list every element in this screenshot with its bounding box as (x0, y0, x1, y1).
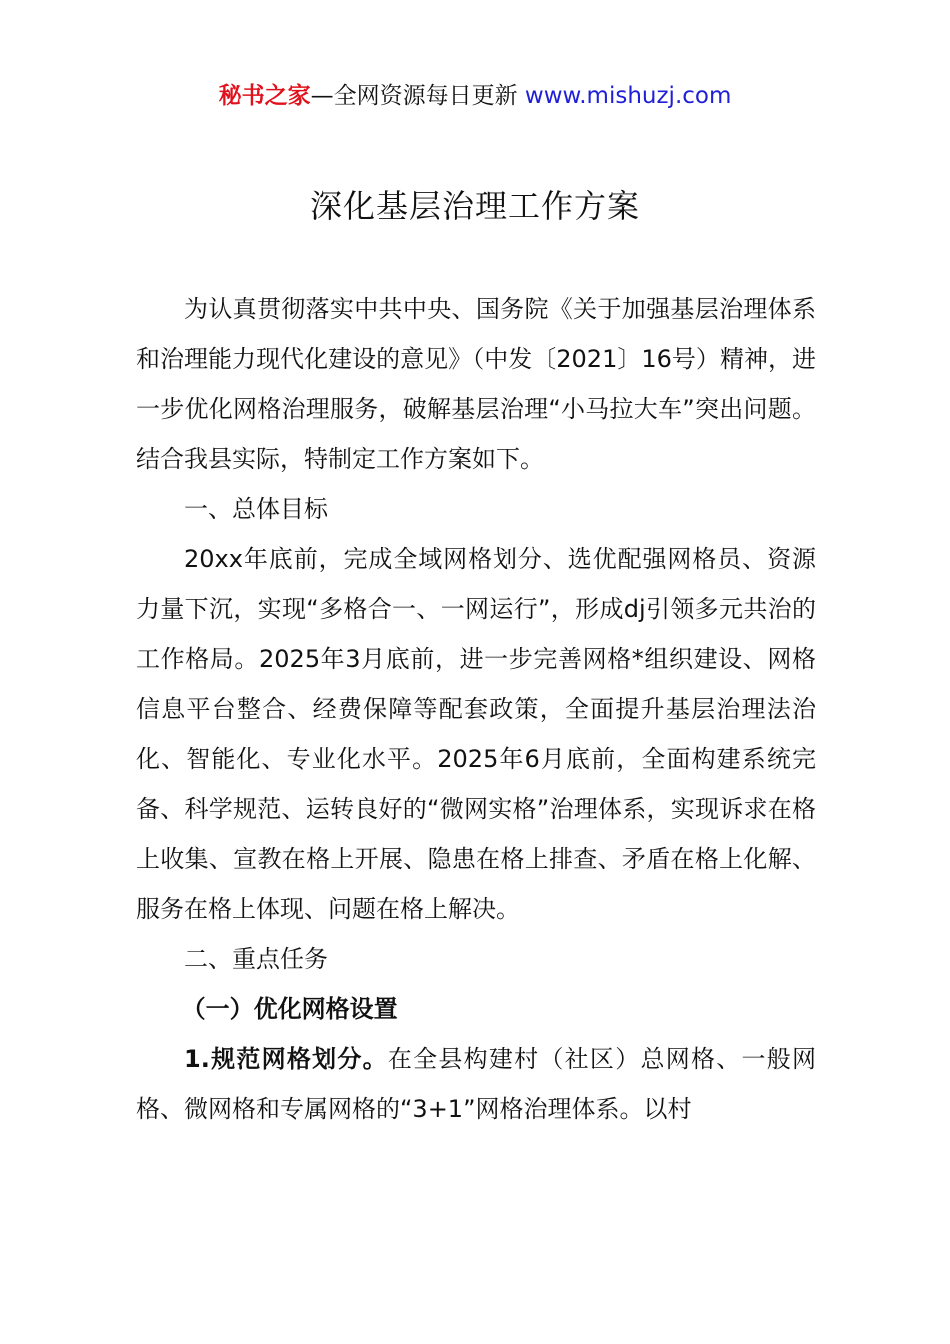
section-heading-tasks: 二、重点任务 (184, 945, 328, 973)
item-body: 在全县构建村（社区）总网格、一般网格、微网格和专属网格的“3+1”网格治理体系。以村 (136, 1045, 816, 1123)
document-title: 深化基层治理工作方案 (309, 187, 640, 225)
subsection-heading-grid: （一）优化网格设置 (181, 995, 398, 1023)
section-heading-goals: 一、总体目标 (184, 495, 328, 523)
site-tagline: —全网资源每日更新 (310, 83, 525, 109)
document-body (136, 284, 816, 1134)
site-url-link[interactable]: www.mishuzj.com (524, 83, 732, 109)
item-lead: 1.规范网格划分。 (184, 1045, 388, 1073)
intro-paragraph: 为认真贯彻落实中共中央、国务院《关于加强基层治理体系和治理能力现代化建设的意见》（中发〔2021〕16号）精神，进一步优化网格治理服务，破解基层治理“小马拉大车”突出问题。结合我县实际，特制定工作方案如下。 (136, 295, 816, 473)
goals-paragraph: 20xx年底前，完成全域网格划分、选优配强网格员、资源力量下沉，实现“多格合一、一网运行”，形成dj引领多元共治的工作格局。2025年3月底前，进一步完善网格*组织建设、网格信息平台整合、经费保障等配套政策，全面提升基层治理法治化、智能化、专业化水平。2025年6月底前，全面构建系统完备、科学规范、运转良好的“微网实格”治理体系，实现诉求在格上收集、宣教在格上开展、隐患在格上排查、矛盾在格上化解、服务在格上体现、问题在格上解决。 (136, 545, 816, 923)
site-brand: 秘书之家 (218, 83, 311, 109)
site-header (0, 80, 950, 112)
item-paragraph-grid-division (136, 1034, 816, 1134)
